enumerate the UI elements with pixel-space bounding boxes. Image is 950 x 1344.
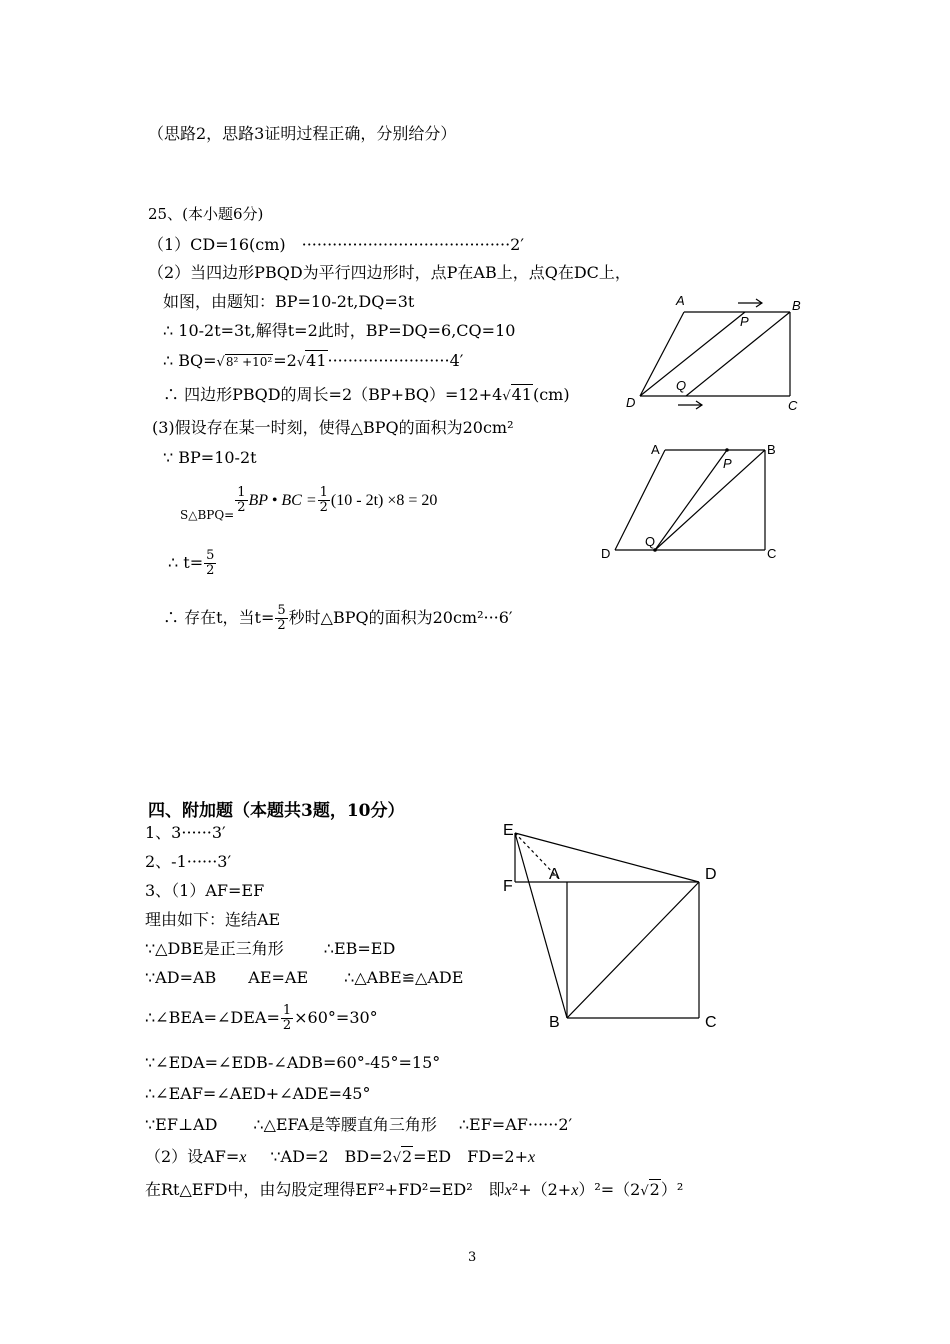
fig1-label-c: C xyxy=(788,398,798,413)
fig1-label-b: B xyxy=(792,298,801,313)
sec4-step-3: ∴∠BEA=∠DEA= $\frac{1}{2}$ ×60°=30° xyxy=(145,1003,378,1033)
sec4-step-6: ∵EF⊥AD ∴△EFA是等腰直角三角形 ∴EF=AF······2′ xyxy=(145,1115,573,1134)
sec4-step-4: ∵∠EDA=∠EDB-∠ADB=60°-45°=15° xyxy=(145,1053,441,1072)
fig1-label-a: A xyxy=(676,293,685,308)
fig3-label-d: D xyxy=(705,866,717,883)
fig2-label-q: Q xyxy=(645,534,656,549)
fig3-label-f: F xyxy=(503,878,513,895)
parallelogram-figure-1 xyxy=(620,290,810,415)
fig2-label-c: C xyxy=(767,546,777,561)
square-triangle-figure xyxy=(495,815,735,1040)
sec4-answer-2: 2、-1······3′ xyxy=(145,852,232,871)
sec4-answer-1: 1、3······3′ xyxy=(145,823,226,842)
page-number: 3 xyxy=(468,1250,477,1265)
fig2-label-b: B xyxy=(767,442,776,457)
sec4-answer-3-2: （2）设AF=x ∵AD=2 BD=2√2=ED FD=2+x xyxy=(145,1147,536,1166)
q25-part3-conclusion: ∴ 存在t，当t= $\frac{5}{2}$ 秒时△BPQ的面积为20cm²···6′ xyxy=(163,603,513,633)
scoring-note: （思路2，思路3证明过程正确，分别给分） xyxy=(148,124,457,143)
fig3-label-c: C xyxy=(705,1014,717,1031)
q25-part2-perimeter: ∴ 四边形PBQD的周长=2（BP+BQ）=12+4√41(cm) xyxy=(163,385,570,404)
fig3-label-e: E xyxy=(503,822,514,839)
sec4-pythagoras: 在Rt△EFD中，由勾股定理得EF²+FD²=ED² 即x²+（2+x）²=（2√2）² xyxy=(145,1180,684,1199)
q25-part2-solve: ∴ 10-2t=3t,解得t=2此时，BP=DQ=6,CQ=10 xyxy=(163,321,516,340)
fig1-label-d: D xyxy=(626,395,636,410)
q25-part2-intro: （2）当四边形PBQD为平行四边形时，点P在AB上，点Q在DC上， xyxy=(148,263,631,282)
parallelogram-figure-2 xyxy=(595,438,790,568)
sec4-answer-3-1: 3、（1）AF=EF xyxy=(145,881,265,900)
sec4-step-5: ∴∠EAF=∠AED+∠ADE=45° xyxy=(145,1084,371,1103)
q25-part3-bp: ∵ BP=10-2t xyxy=(163,448,257,467)
q25-part3-area: $_{S\triangle BPQ=}$ $\frac{1}{2}$ BP • BC = $\frac{1}{2}$ (10 - 2t) ×8 = 20 xyxy=(180,485,438,522)
q25-part2-given: 如图，由题知：BP=10-2t,DQ=3t xyxy=(163,292,415,311)
q25-header: 25、(本小题6分) xyxy=(148,205,264,223)
sec4-step-1: ∵△DBE是正三角形 ∴EB=ED xyxy=(145,939,396,958)
sec4-reason-intro: 理由如下：连结AE xyxy=(145,910,281,929)
fig2-label-d: D xyxy=(601,546,611,561)
fig3-label-b: B xyxy=(549,1014,560,1031)
fig2-label-p: P xyxy=(723,456,732,471)
fig1-label-p: P xyxy=(740,314,749,329)
q25-part3-intro: (3)假设存在某一时刻，使得△BPQ的面积为20cm² xyxy=(152,418,514,437)
fig1-label-q: Q xyxy=(676,378,687,393)
q25-part2-bq: ∴ BQ=√8² +10²=2√41························4′ xyxy=(163,351,464,370)
fig3-label-a: A xyxy=(549,866,560,883)
fig2-label-a: A xyxy=(651,442,660,457)
sec4-step-2: ∵AD=AB AE=AE ∴△ABE≌△ADE xyxy=(145,968,464,987)
q25-part3-t: ∴ t= $\frac{5}{2}$ xyxy=(168,548,215,578)
section-4-title: 四、附加题（本题共3题，10分） xyxy=(148,801,405,821)
q25-part1: （1）CD=16(cm) ·········································2′ xyxy=(148,235,524,254)
